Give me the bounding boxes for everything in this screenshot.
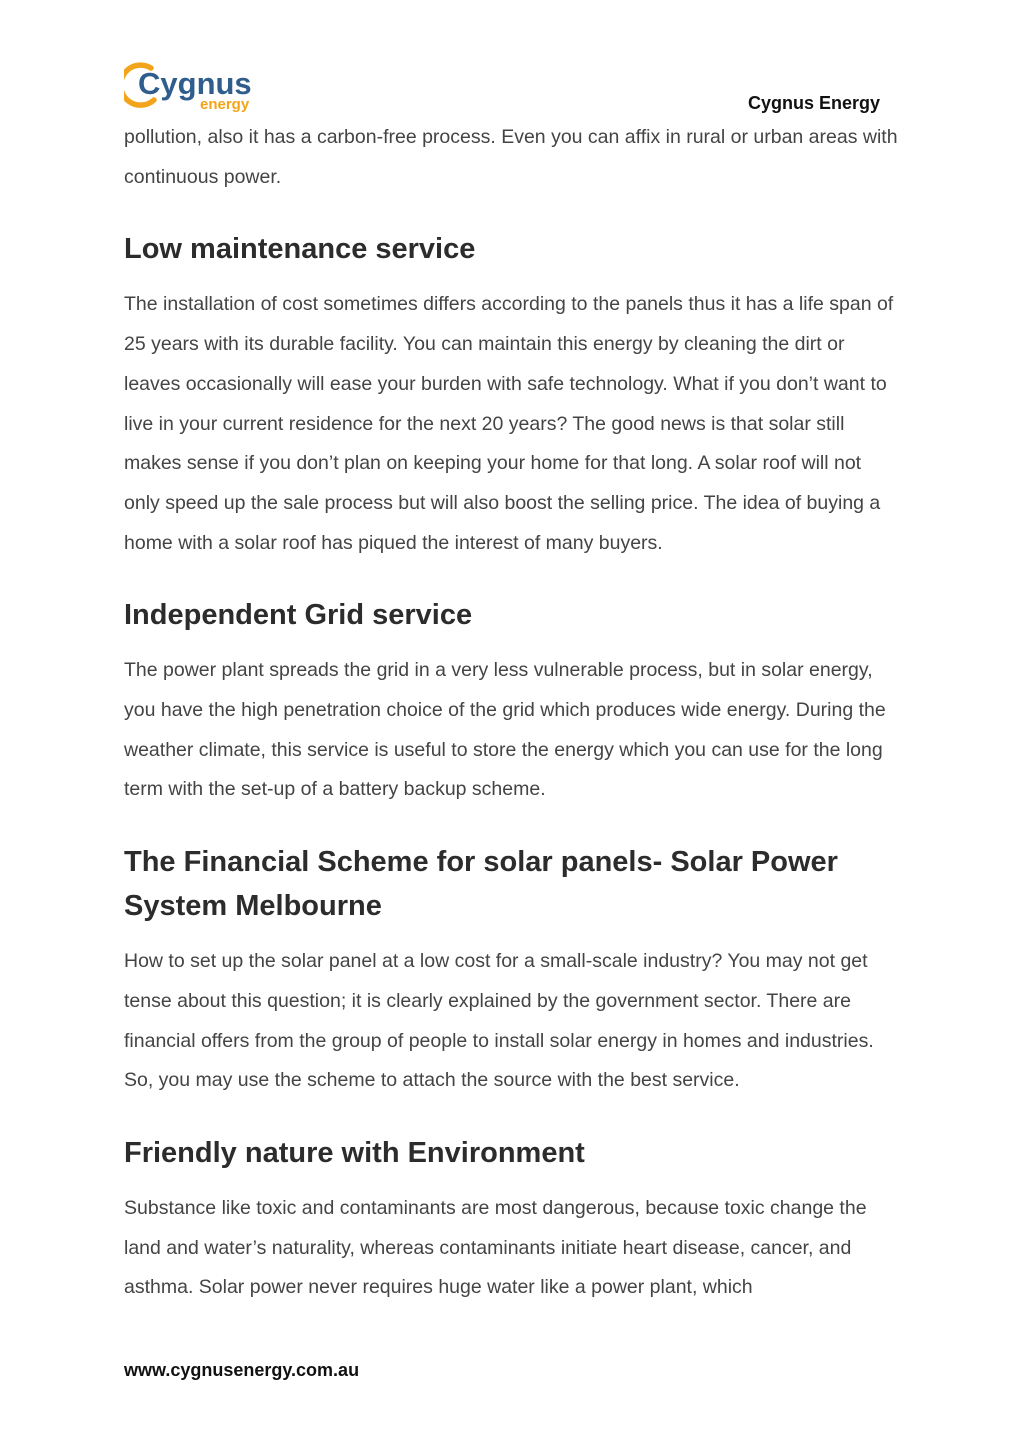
logo-wordmark: Cygnus: [138, 66, 252, 101]
paragraph-independent-grid: The power plant spreads the grid in a very less vulnerable process, but in solar energy, you have the high penetration choice of the grid which produces wide energy. During the weather climate, this service is useful to store the energy which you can use for the long term with the set-up of a battery backup scheme.: [124, 659, 886, 801]
document-body: [124, 118, 900, 1308]
footer-website-url[interactable]: www.cygnusenergy.com.au: [124, 1360, 360, 1380]
heading-financial-scheme: The Financial Scheme for solar panels- Solar Power System Melbourne: [124, 846, 838, 923]
logo-subtitle: energy: [200, 96, 250, 113]
paragraph-financial-scheme: How to set up the solar panel at a low cost for a small-scale industry? You may not get tense about this question; it is clearly explained by the government sector. There are financial offers from the group of people to install solar energy in homes and industries. So, you may use the scheme to attach the source with the best service.: [124, 950, 874, 1092]
cygnus-logo: [124, 62, 260, 114]
heading-low-maintenance: Low maintenance service: [124, 233, 476, 266]
heading-independent-grid: Independent Grid service: [124, 599, 473, 632]
paragraph-low-maintenance: The installation of cost sometimes differs according to the panels thus it has a life span of 25 years with its durable facility. You can maintain this energy by cleaning the dirt or leaves occasionally will ease your burden with safe technology. What if you don’t want to live in your current residence for the next 20 years? The good news is that solar still makes sense if you don’t plan on keeping your home for that long. A solar roof will not only speed up the sale process but will also boost the selling price. The idea of buying a home with a solar roof has piqued the interest of many buyers.: [124, 293, 894, 554]
intro-paragraph: pollution, also it has a carbon-free process. Even you can affix in rural or urban areas with continuous power.: [124, 126, 898, 188]
heading-friendly-nature: Friendly nature with Environment: [124, 1136, 585, 1169]
header-company-name: Cygnus Energy: [747, 93, 880, 113]
paragraph-friendly-nature: Substance like toxic and contaminants are most dangerous, because toxic change the land and water’s naturality, whereas contaminants initiate heart disease, cancer, and asthma. Solar power never requires huge water like a power plant, which: [124, 1196, 867, 1299]
